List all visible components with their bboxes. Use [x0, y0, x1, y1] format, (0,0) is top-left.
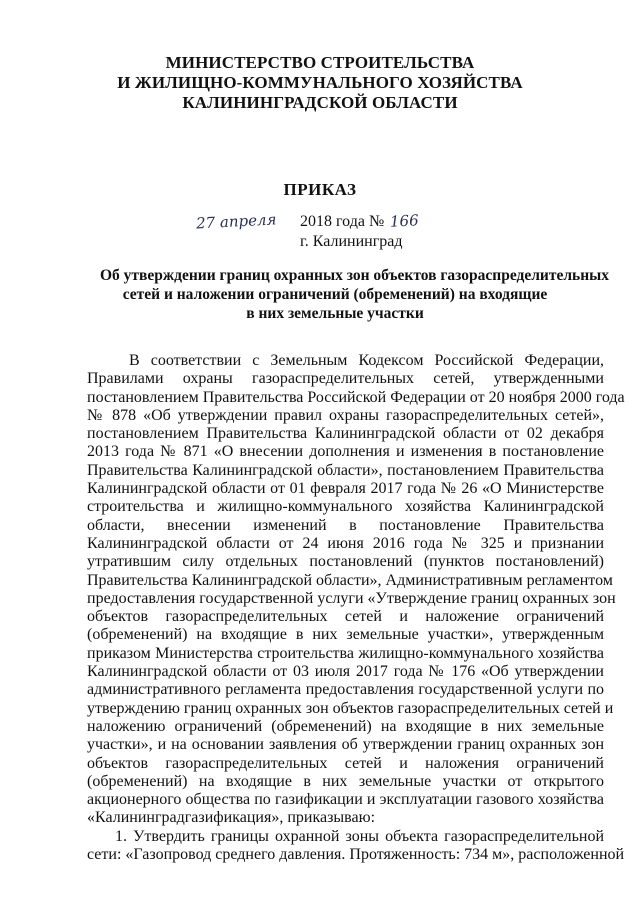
- date-number-line: [196, 212, 419, 231]
- ministry-header: [0, 53, 640, 113]
- body-line: объектов газораспределительных сетей и наложение ограничений: [87, 608, 604, 626]
- subject-line-2: сетей и наложении ограничений (обременений) на входящие: [122, 286, 548, 303]
- body-line: приказом Министерства строительства жилищно-коммунального хозяйства: [87, 644, 604, 662]
- document-type-title: ПРИКАЗ: [283, 180, 357, 199]
- body-line: (обременений) на входящие в них земельные участки», утвержденным: [87, 626, 604, 644]
- subject-line-3: в них земельные участки: [246, 305, 424, 322]
- body-line: административного регламента предоставления государственной услуги по: [87, 681, 604, 699]
- body-line: постановлением Правительства Калининградской области от 02 декабря: [87, 425, 604, 443]
- body-line: утратившим силу отдельных постановлений (пунктов постановлений): [87, 553, 604, 571]
- body-line: строительства и жилищно-коммунального хозяйства Калининградской: [87, 498, 604, 516]
- body-line: 2013 года № 871 «О внесении дополнения и изменения в постановление: [87, 443, 604, 461]
- body-line: утверждению границ охранных зон объектов газораспределительных сетей и: [87, 699, 614, 717]
- body-line: 1. Утвердить границы охранной зоны объекта газораспределительной: [115, 827, 604, 845]
- body-line: Калининградской области от 01 февраля 2017 года № 26 «О Министерстве: [87, 480, 604, 498]
- body-line: акционерного общества по газификации и эксплуатации газового хозяйства: [87, 791, 604, 809]
- body-line: Калининградской области от 24 июня 2016 года № 325 и признании: [87, 534, 604, 552]
- body-line: объектов газораспределительных сетей и наложения ограничений: [87, 754, 604, 772]
- ministry-line-1: МИНИСТЕРСТВО СТРОИТЕЛЬСТВА: [165, 53, 475, 72]
- handwritten-order-number: 166: [389, 211, 420, 231]
- subject-line-1: Об утверждении границ охранных зон объектов газораспределительных: [100, 267, 610, 284]
- body-line: Правительства Калининградской области», постановлением Правительства: [87, 461, 604, 479]
- order-body: [87, 352, 625, 864]
- year-number-label: 2018 года №: [300, 213, 385, 230]
- body-line: № 878 «Об утверждении правил охраны газораспределительных сетей»,: [87, 406, 604, 424]
- body-line: В соответствии с Земельным Кодексом Российской Федерации,: [129, 352, 604, 369]
- handwritten-date: 27 апреля: [195, 210, 277, 233]
- order-subject: [100, 266, 610, 323]
- body-line: «Калининградгазификация», приказываю:: [87, 809, 376, 827]
- body-line: области, внесении изменений в постановление Правительства: [87, 516, 604, 534]
- body-line: Правительства Калининградской области», Административным регламентом: [87, 571, 613, 589]
- body-line: участки», и на основании заявления об утверждении границ охранных зон: [87, 736, 604, 754]
- body-line: Калининградской области от 03 июля 2017 года № 176 «Об утверждении: [87, 663, 604, 681]
- ministry-line-3: КАЛИНИНГРАДСКОЙ ОБЛАСТИ: [182, 93, 458, 112]
- body-line: наложению ограничений (обременений) на входящие в них земельные: [87, 717, 604, 735]
- body-line: (обременений) на входящие в них земельные участки от открытого: [87, 772, 604, 790]
- body-line: сети: «Газопровод среднего давления. Протяженность: 734 м», расположенной: [87, 846, 625, 864]
- ministry-line-2: И ЖИЛИЩНО-КОММУНАЛЬНОГО ХОЗЯЙСТВА: [117, 73, 523, 92]
- body-line: Правилами охраны газораспределительных сетей, утвержденными: [87, 370, 604, 388]
- body-line: предоставления государственной услуги «Утверждение границ охранных зон: [87, 589, 616, 607]
- body-line: постановлением Правительства Российской Федерации от 20 ноября 2000 года: [87, 388, 625, 406]
- city-line: г. Калининград: [300, 233, 403, 250]
